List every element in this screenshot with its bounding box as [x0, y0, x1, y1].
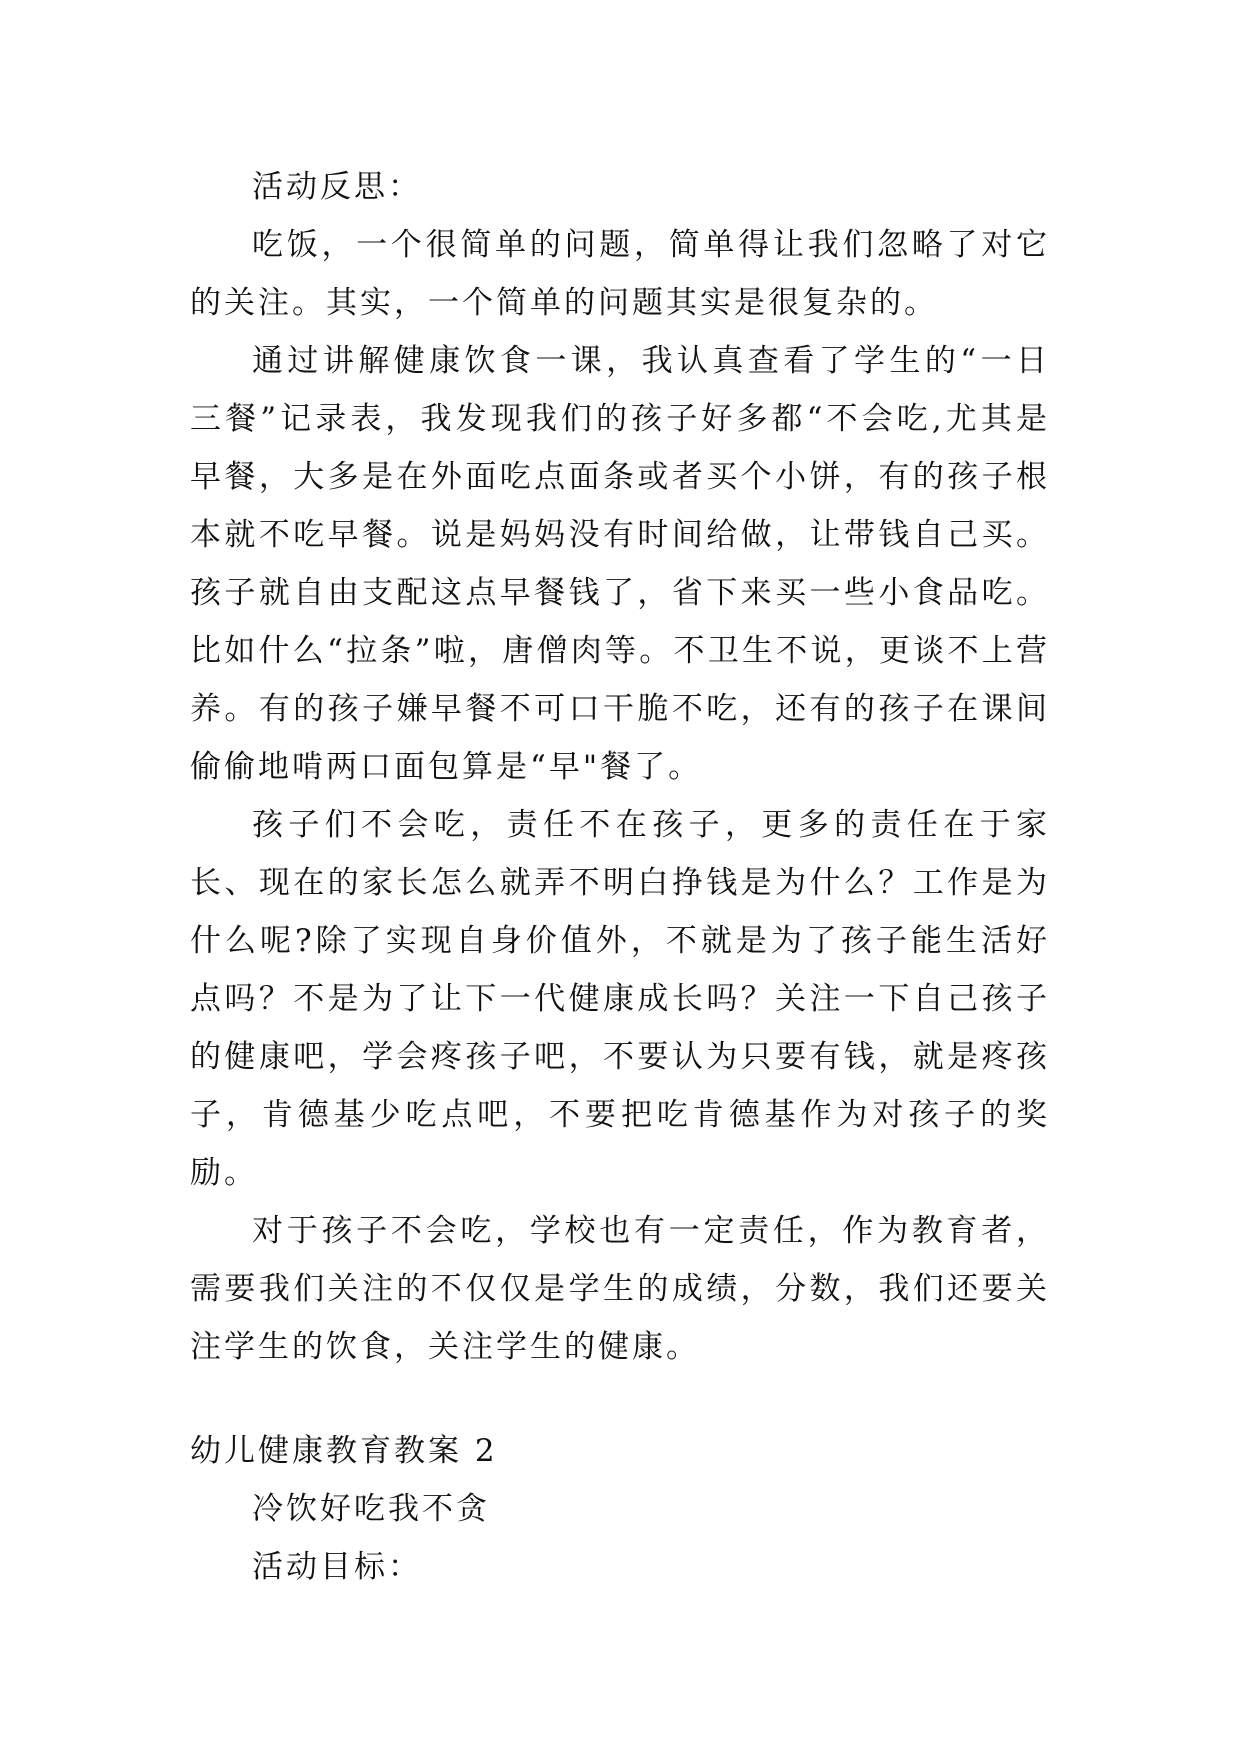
paragraph-1: 吃饭，一个很简单的问题，简单得让我们忽略了对它的关注。其实，一个简单的问题其实是很复杂的。 — [190, 227, 1050, 321]
document-body — [190, 158, 1050, 1596]
paragraph-3: 孩子们不会吃，责任不在孩子，更多的责任在于家长、现在的家长怎么就弄不明白挣钱是为什么？工作是为什么呢?除了实现自身价值外，不就是为了孩子能生活好点吗？不是为了让下一代健康成长吗？关注一下自己孩子的健康吧，学会疼孩子吧，不要认为只要有钱，就是疼孩子，肯德基少吃点吧，不要把吃肯德基作为对孩子的奖励。 — [190, 807, 1050, 1191]
lesson-title: 冷饮好吃我不贪 — [252, 1491, 490, 1527]
reflection-heading: 活动反思： — [252, 169, 422, 205]
goal-heading: 活动目标： — [252, 1549, 422, 1585]
paragraph-2: 通过讲解健康饮食一课，我认真查看了学生的“一日三餐”记录表，我发现我们的孩子好多都“不会吃,尤其是早餐，大多是在外面吃点面条或者买个小饼，有的孩子根本就不吃早餐。说是妈妈没有时间给做，让带钱自己买。孩子就自由支配这点早餐钱了，省下来买一些小食品吃。比如什么“拉条”啦，唐僧肉等。不卫生不说，更谈不上营养。有的孩子嫌早餐不可口干脆不吃，还有的孩子在课间偷偷地啃两口面包算是“早"餐了。 — [190, 343, 1050, 785]
paragraph-4: 对于孩子不会吃，学校也有一定责任，作为教育者，需要我们关注的不仅仅是学生的成绩，分数，我们还要关注学生的饮食，关注学生的健康。 — [190, 1213, 1050, 1365]
section-title: 幼儿健康教育教案 2 — [190, 1433, 498, 1469]
